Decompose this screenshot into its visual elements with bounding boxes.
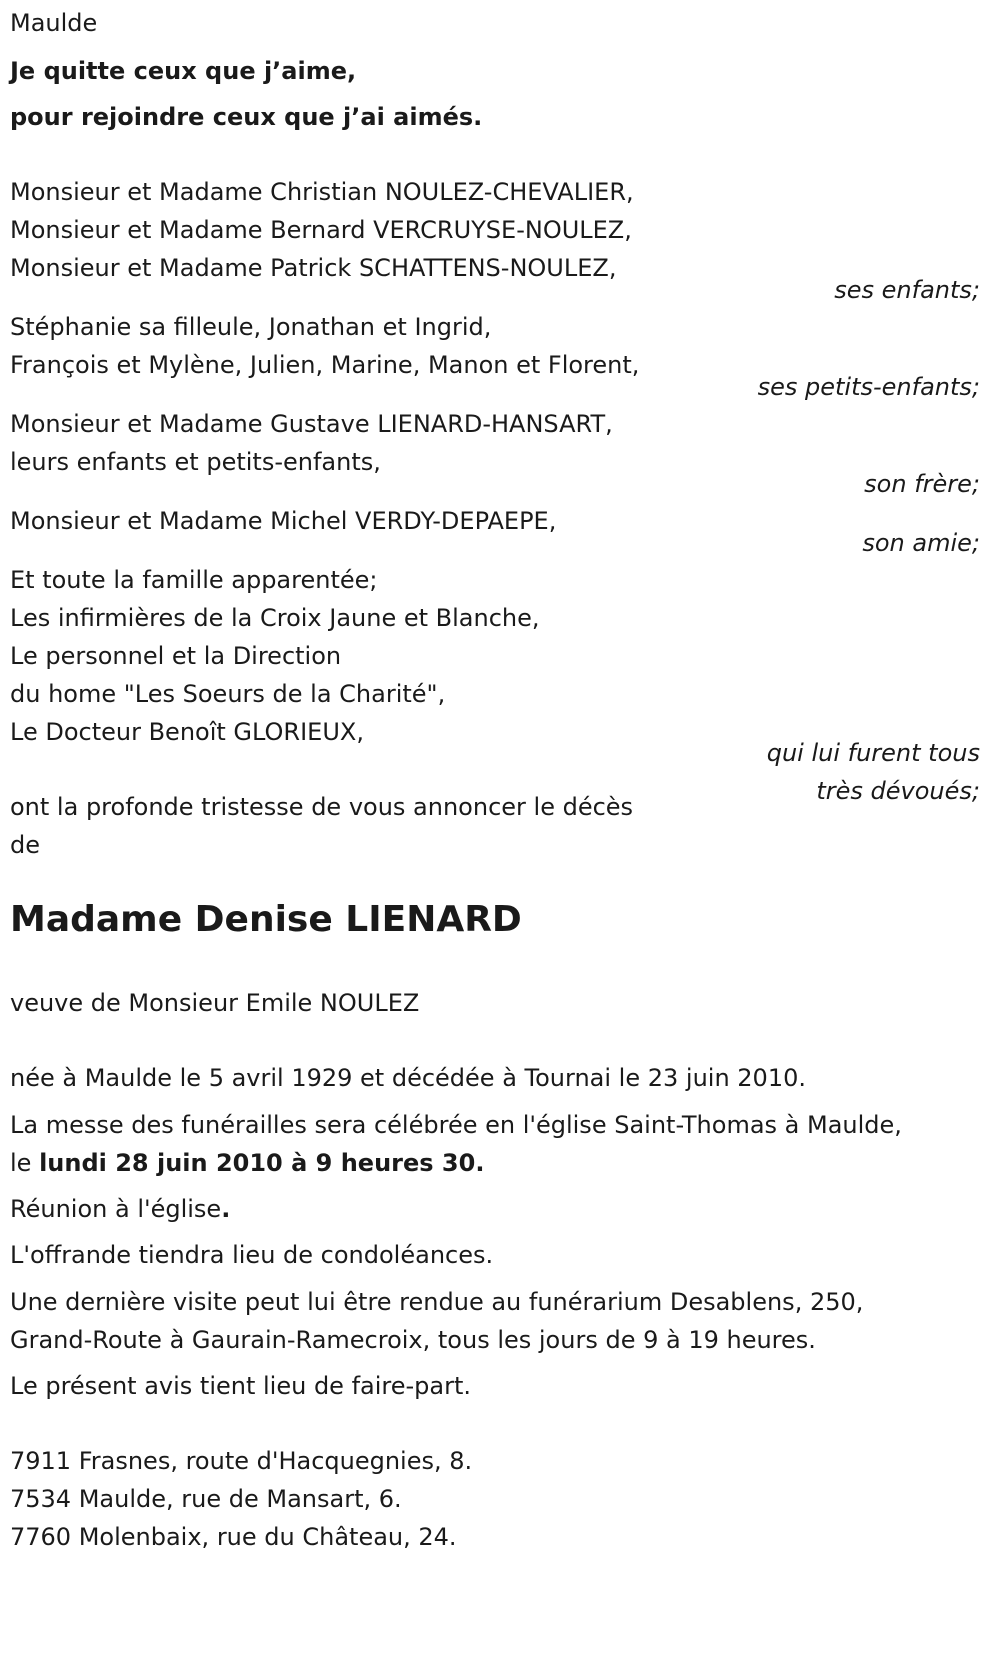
address-line: 7760 Molenbaix, rue du Château, 24. [10, 1523, 457, 1551]
mass-line: La messe des funérailles sera célébrée en l'église Saint-Thomas à Maulde, [10, 1111, 902, 1139]
birth-death-line: née à Maulde le 5 avril 1929 et décédée à Tournai le 23 juin 2010. [10, 1064, 806, 1092]
quote-line-1: Je quitte ceux que j’aime, [10, 57, 357, 85]
visit-line: Une dernière visite peut lui être rendue au funérarium Desablens, 250, [10, 1288, 864, 1316]
address-line: 7534 Maulde, rue de Mansart, 6. [10, 1485, 402, 1513]
grandchild-line: Stéphanie sa filleule, Jonathan et Ingrid, [10, 313, 492, 341]
deceased-name: Madame Denise LIENARD [10, 899, 522, 940]
friend-role: son amie; [862, 529, 980, 557]
brother-line: leurs enfants et petits-enfants, [10, 448, 381, 476]
child-line: Monsieur et Madame Bernard VERCRUYSE-NOULEZ, [10, 216, 632, 244]
announcement [10, 788, 633, 864]
place: Maulde [10, 9, 98, 37]
friend-line: Monsieur et Madame Michel VERDY-DEPAEPE, [10, 507, 557, 535]
brother-block [10, 405, 613, 481]
family-list [10, 561, 540, 751]
meeting-line [10, 1190, 230, 1228]
brother-role: son frère; [864, 470, 980, 498]
children-list [10, 173, 634, 287]
meeting-end: . [221, 1195, 231, 1223]
family-line: Le personnel et la Direction [10, 642, 342, 670]
grandchild-line: François et Mylène, Julien, Marine, Manon et Florent, [10, 351, 640, 379]
brother-line: Monsieur et Madame Gustave LIENARD-HANSART, [10, 410, 613, 438]
family-line: Le Docteur Benoît GLORIEUX, [10, 718, 364, 746]
family-line: du home "Les Soeurs de la Charité", [10, 680, 446, 708]
offering-line: L'offrande tiendra lieu de condoléances. [10, 1241, 494, 1269]
child-line: Monsieur et Madame Patrick SCHATTENS-NOULEZ, [10, 254, 617, 282]
announce-line: ont la profonde tristesse de vous annoncer le décès [10, 793, 634, 821]
quote-line-2: pour rejoindre ceux que j’ai aimés. [10, 103, 483, 131]
mass-date: lundi 28 juin 2010 à 9 heures 30. [39, 1149, 485, 1177]
visit-line: Grand-Route à Gaurain-Ramecroix, tous les jours de 9 à 19 heures. [10, 1326, 816, 1354]
devoted-role-line-1: qui lui furent tous [766, 739, 980, 767]
family-line: Et toute la famille apparentée; [10, 566, 378, 594]
notice-line: Le présent avis tient lieu de faire-part. [10, 1372, 472, 1400]
devoted-role-line-2: très dévoués; [816, 777, 980, 805]
announce-line: de [10, 831, 40, 859]
children-role: ses enfants; [834, 276, 980, 304]
visit-info [10, 1283, 863, 1359]
mass-prefix: le [10, 1149, 40, 1177]
address-line: 7911 Frasnes, route d'Hacquegnies, 8. [10, 1447, 473, 1475]
child-line: Monsieur et Madame Christian NOULEZ-CHEVALIER, [10, 178, 634, 206]
grandchildren-role: ses petits-enfants; [757, 373, 980, 401]
mass-date-line [10, 1144, 902, 1182]
addresses [10, 1442, 472, 1556]
grandchildren-list [10, 308, 639, 384]
meeting-text: Réunion à l'église [10, 1195, 222, 1223]
funeral-mass [10, 1106, 902, 1182]
family-line: Les infirmières de la Croix Jaune et Blanche, [10, 604, 540, 632]
widow-line: veuve de Monsieur Emile NOULEZ [10, 989, 420, 1017]
